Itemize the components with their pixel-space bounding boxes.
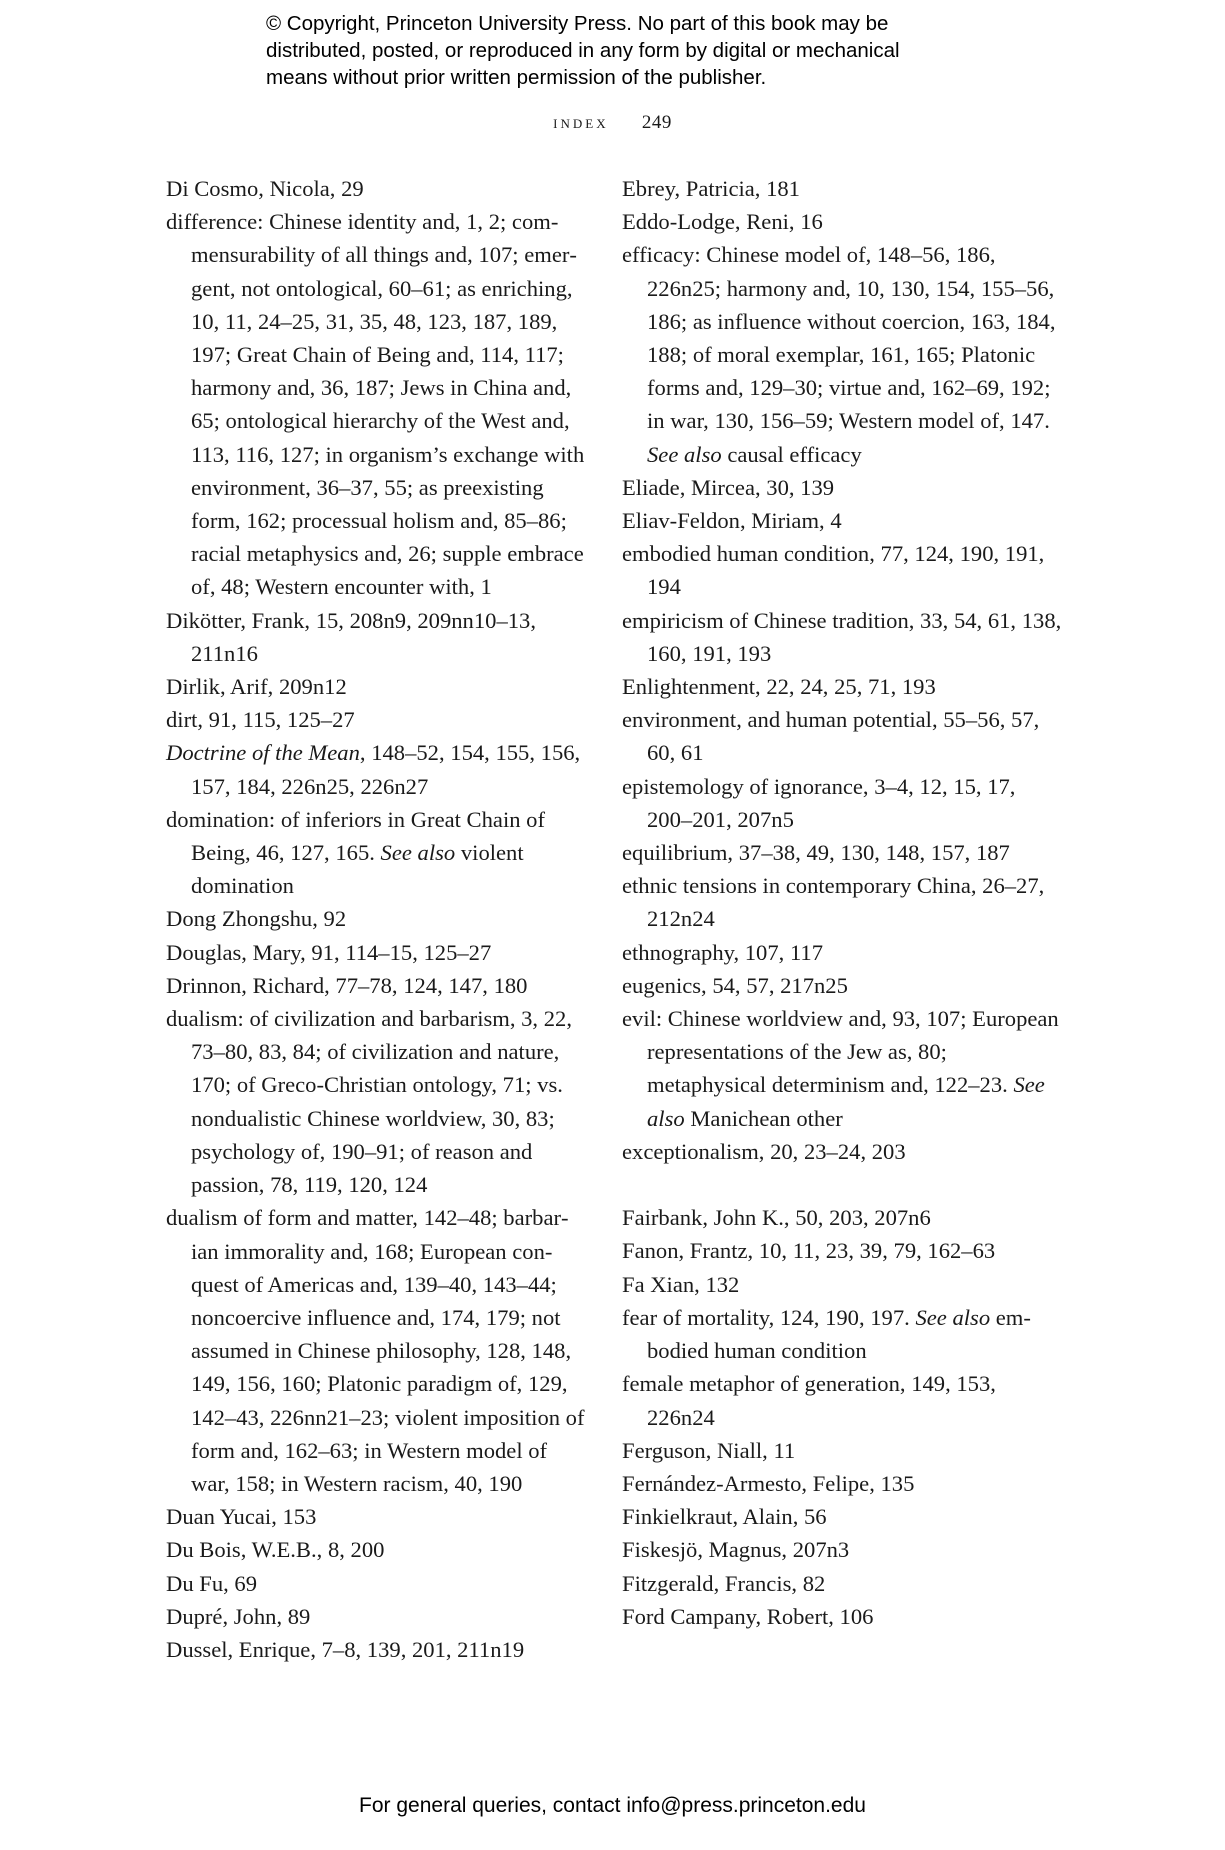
index-entry <box>622 969 1062 1002</box>
index-entry <box>622 869 1062 935</box>
index-entry <box>622 1002 1062 1135</box>
index-entry <box>622 703 1062 769</box>
index-entry <box>166 736 586 802</box>
index-entry <box>622 504 1062 537</box>
index-entry <box>622 1467 1062 1500</box>
see-also-label: See also <box>647 441 722 467</box>
entry-text: embodied human condition, 77, 124, 190, 191, 194 <box>622 541 1045 600</box>
index-entry <box>622 1367 1062 1433</box>
entry-text: Fa Xian, 132 <box>622 1271 740 1297</box>
index-entry <box>622 205 1062 238</box>
entry-text: Fitzgerald, Francis, 82 <box>622 1570 826 1596</box>
index-entry <box>622 1234 1062 1267</box>
entry-text: Du Bois, W.E.B., 8, 200 <box>166 1537 385 1563</box>
index-column-left <box>166 172 586 1666</box>
entry-text: , 148–52, 154, 155, 156, 157, 184, 226n25, 226n27 <box>191 740 581 799</box>
entry-text: Fairbank, John K., 50, 203, 207n6 <box>622 1205 931 1231</box>
entry-text: Dussel, Enrique, 7–8, 139, 201, 211n19 <box>166 1636 525 1662</box>
entry-text: epistemology of ignorance, 3–4, 12, 15, 17, 200–201, 207n5 <box>622 773 1016 832</box>
index-entry <box>166 1600 586 1633</box>
entry-text: Dupré, John, 89 <box>166 1603 311 1629</box>
index-entry <box>622 1567 1062 1600</box>
entry-text: ethnic tensions in contemporary China, 26–27, 212n24 <box>622 873 1045 932</box>
index-entry <box>166 1201 586 1500</box>
entry-text: exceptionalism, 20, 23–24, 203 <box>622 1138 906 1164</box>
index-entry <box>166 670 586 703</box>
index-entry <box>622 936 1062 969</box>
see-also-label: See also <box>380 840 456 866</box>
entry-text: dualism: of civilization and barbarism, 3, 22, 73–80, 83, 84; of civilization and nature, 170; of Greco-Christian ontology, 71; vs. nondualistic Chinese worldview, 30, 83; psychology of, 190–91; of reason and passion, 78, 119, 120, 124 <box>166 1006 572 1198</box>
page-number: 249 <box>641 112 672 133</box>
index-entry <box>622 670 1062 703</box>
copyright-line: means without prior written permission of the publisher. <box>266 66 767 89</box>
index-entry <box>622 471 1062 504</box>
running-head <box>0 112 1225 134</box>
entry-text: Douglas, Mary, 91, 114–15, 125–27 <box>166 939 492 965</box>
index-entry <box>166 936 586 969</box>
index-entry <box>622 836 1062 869</box>
entry-text: Eliade, Mircea, 30, 139 <box>622 474 835 500</box>
entry-text: evil: Chinese worldview and, 93, 107; European representations of the Jew as, 80; metaphysical determinism and, 122–23. <box>622 1006 1059 1098</box>
entry-text: Fanon, Frantz, 10, 11, 23, 39, 79, 162–63 <box>622 1238 996 1264</box>
index-entry <box>622 1268 1062 1301</box>
entry-text: Enlightenment, 22, 24, 25, 71, 193 <box>622 674 936 700</box>
entry-text: Ebrey, Patricia, 181 <box>622 176 800 201</box>
entry-text: female metaphor of generation, 149, 153, 226n24 <box>622 1371 996 1430</box>
entry-text: Du Fu, 69 <box>166 1570 258 1596</box>
index-entry <box>622 1135 1062 1168</box>
running-head-label: index <box>553 112 609 133</box>
entry-text: Finkielkraut, Alain, 56 <box>622 1504 827 1530</box>
index-entry <box>166 902 586 935</box>
index-entry <box>166 205 586 603</box>
index-column-right <box>622 172 1062 1633</box>
entry-text: Ferguson, Niall, 11 <box>622 1437 796 1463</box>
index-entry <box>166 1002 586 1201</box>
entry-text: Dirlik, Arif, 209n12 <box>166 674 347 700</box>
see-also-target: violent domination <box>191 840 524 899</box>
entry-text: Di Cosmo, Nicola, 29 <box>166 176 364 201</box>
index-entry <box>166 1567 586 1600</box>
footer-contact: For general queries, contact info@press.princeton.edu <box>359 1794 866 1817</box>
index-entry <box>622 770 1062 836</box>
entry-text: Dikötter, Frank, 15, 208n9, 209nn10–13, 211n16 <box>166 607 536 666</box>
index-entry <box>622 604 1062 670</box>
entry-text: dualism of form and matter, 142–48; barbarian immorality and, 168; European conquest of Americas and, 139–40, 143–44; noncoercive influence and, 174, 179; not assumed in Chinese philosophy, 128, 148, 149, 156, 160; Platonic paradigm of, 129, 142–43, 226nn21–23; violent imposition of form and, 162–63; in Western model of war, 158; in Western racism, 40, 190 <box>166 1205 585 1496</box>
index-entry <box>622 1201 1062 1234</box>
entry-text: equilibrium, 37–38, 49, 130, 148, 157, 187 <box>622 840 1010 866</box>
index-entry <box>166 172 586 205</box>
see-also-label: See also <box>647 1072 1045 1131</box>
index-entry <box>622 1533 1062 1566</box>
entry-text: eugenics, 54, 57, 217n25 <box>622 972 848 998</box>
entry-text: Fernández-Armesto, Felipe, 135 <box>622 1470 915 1496</box>
index-entry <box>622 1600 1062 1633</box>
index-entry <box>622 172 1062 205</box>
index-entry <box>166 604 586 670</box>
entry-text: Ford Campany, Robert, 106 <box>622 1603 874 1629</box>
entry-text: difference: Chinese identity and, 1, 2; commensurability of all things and, 107; emergent, not ontological, 60–61; as enriching, 10, 11, 24–25, 31, 35, 48, 123, 187, 189, 197; Great Chain of Being and, 114, 117; harmony and, 36, 187; Jews in China and, 65; ontological hierarchy of the West and, 113, 116, 127; in organism’s exchange with environment, 36–37, 55; as preexisting form, 162; processual holism and, 85–86; racial metaphysics and, 26; supple embrace of, 48; Western encounter with, 1 <box>166 209 585 600</box>
index-entry <box>622 1434 1062 1467</box>
entry-text: empiricism of Chinese tradition, 33, 54, 61, 138, 160, 191, 193 <box>622 607 1062 666</box>
index-entry <box>622 1500 1062 1533</box>
see-also-target: causal efficacy <box>721 441 862 467</box>
letter-section-gap <box>622 1168 1062 1201</box>
entry-text: Drinnon, Richard, 77–78, 124, 147, 180 <box>166 972 528 998</box>
index-entry <box>622 1301 1062 1367</box>
copyright-line: © Copyright, Princeton University Press. No part of this book may be <box>266 12 889 35</box>
index-entry <box>622 537 1062 603</box>
entry-title-italic: Doctrine of the Mean <box>166 740 360 766</box>
entry-text: fear of mortality, 124, 190, 197. <box>622 1304 916 1330</box>
index-entry <box>166 1533 586 1566</box>
entry-text: Fiskesjö, Magnus, 207n3 <box>622 1537 850 1563</box>
entry-text: Duan Yucai, 153 <box>166 1504 317 1530</box>
see-also-target: Manichean other <box>684 1105 843 1131</box>
see-also-target: embodied human condition <box>647 1304 1031 1364</box>
index-entry <box>622 238 1062 470</box>
index-entry <box>166 969 586 1002</box>
index-entry <box>166 1500 586 1533</box>
see-also-label: See also <box>915 1304 991 1330</box>
index-entry <box>166 803 586 903</box>
entry-text: Dong Zhongshu, 92 <box>166 906 347 932</box>
entry-text: ethnography, 107, 117 <box>622 939 824 965</box>
index-entry <box>166 1633 586 1666</box>
entry-text: Eliav-Feldon, Miriam, 4 <box>622 508 842 534</box>
copyright-notice <box>266 10 1026 91</box>
entry-text: environment, and human potential, 55–56, 57, 60, 61 <box>622 707 1040 766</box>
copyright-line: distributed, posted, or reproduced in any form by digital or mechanical <box>266 39 900 62</box>
index-entry <box>166 703 586 736</box>
entry-text: efficacy: Chinese model of, 148–56, 186, 226n25; harmony and, 10, 130, 154, 155–56, 186; as influence without coercion, 163, 184, 188; of moral exemplar, 161, 165; Platonic forms and, 129–30; virtue and, 162–69, 192; in war, 130, 156–59; Western model of, 147. <box>622 242 1056 434</box>
entry-text: Eddo-Lodge, Reni, 16 <box>622 209 823 235</box>
entry-text: domination: of inferiors in Great Chain of Being, 46, 127, 165. <box>166 806 545 866</box>
entry-text: dirt, 91, 115, 125–27 <box>166 707 355 733</box>
